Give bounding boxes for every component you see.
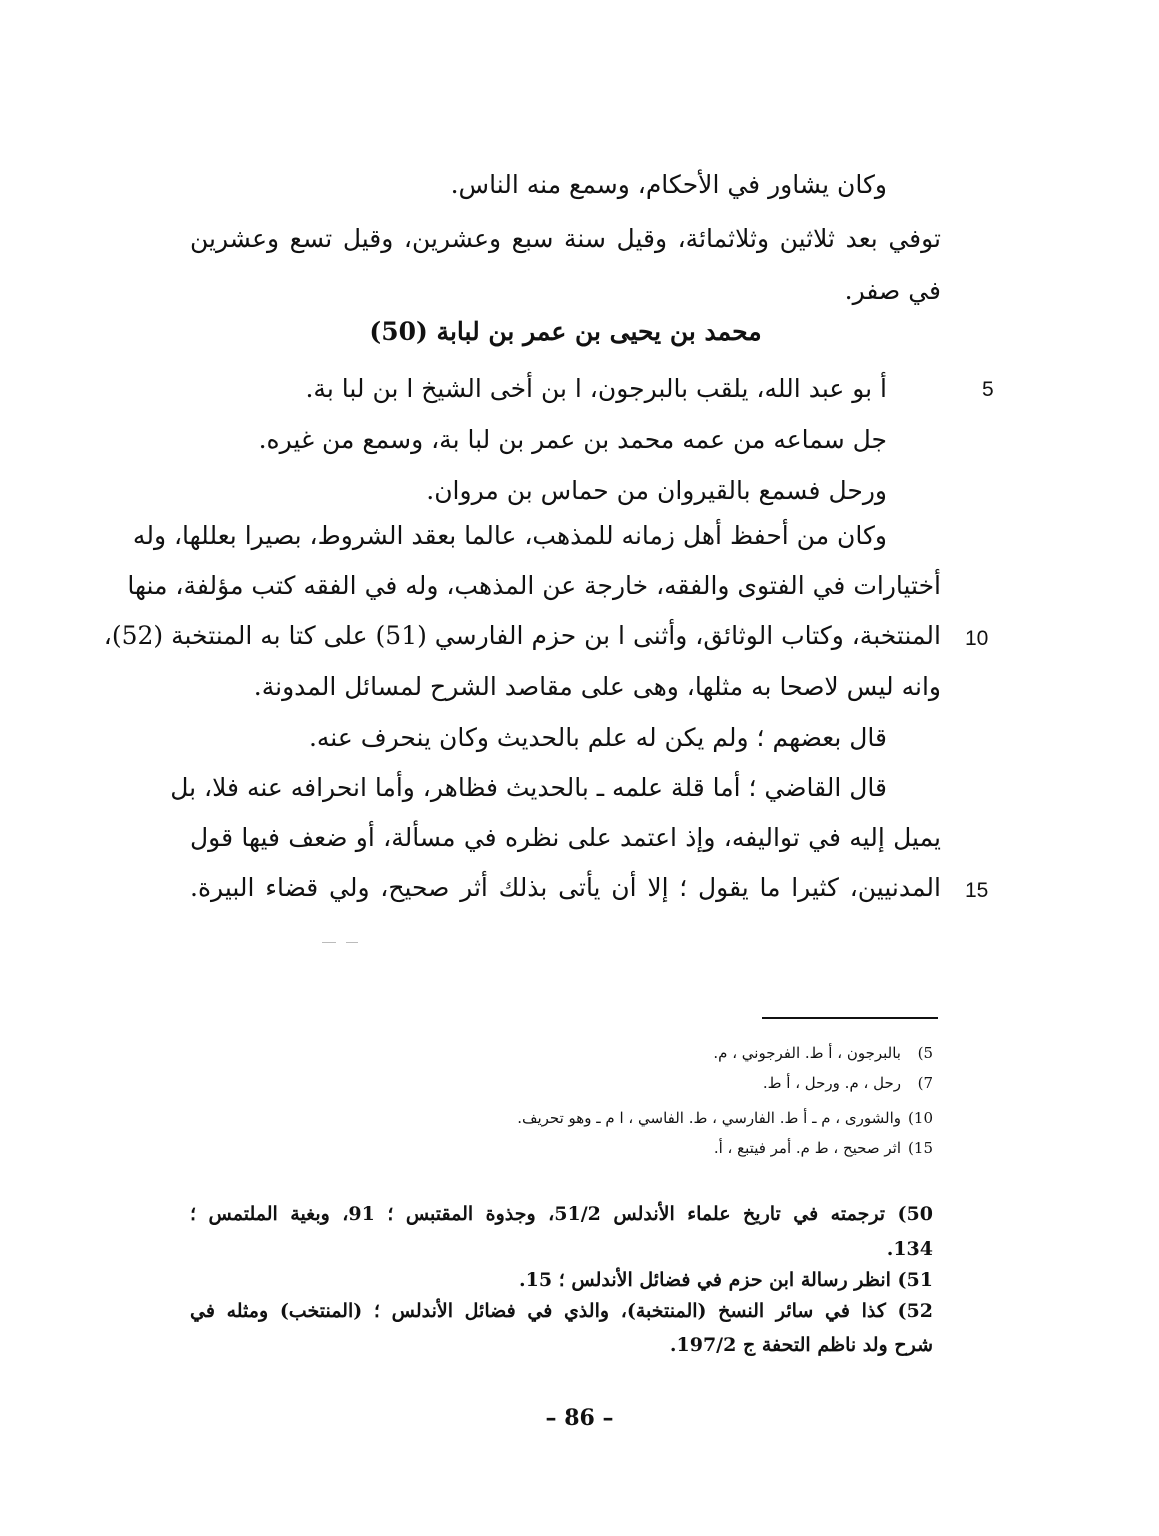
variant-note: [713, 1044, 933, 1062]
footnote-51: 51) انظر رسالة ابن حزم في فضائل الأندلس ؛ 15.: [519, 1269, 933, 1291]
variant-note: [517, 1109, 933, 1127]
body-line-6: ورحل فسمع بالقيروان من حماس بن مروان.: [426, 476, 887, 505]
variant-number: 5): [917, 1044, 933, 1062]
variant-number: 10): [908, 1109, 933, 1127]
footnote-52-cont: شرح ولد ناظم التحفة ج 197/2.: [669, 1334, 933, 1356]
body-line-9: المنتخبة، وكتاب الوثائق، وأثنى ا بن حزم الفارسي (51) على كتا به المنتخبة (52)،: [103, 621, 941, 650]
page-number: – 86 –: [545, 1405, 614, 1431]
variant-text: رحل ، م. ورحل ، أ ط.: [762, 1074, 901, 1092]
scan-mark: [346, 942, 358, 943]
body-line-12: قال القاضي ؛ أما قلة علمه ـ بالحديث فظاهر، وأما انحرافه عنه فلا، بل: [170, 773, 887, 802]
section-heading: محمد بن يحيى بن عمر بن لبابة (50): [369, 317, 762, 346]
footnote-52: 52) كذا في سائر النسخ (المنتخبة)، والذي في فضائل الأندلس ؛ (المنتخب) ومثله في: [190, 1300, 933, 1322]
variant-note: [714, 1139, 933, 1157]
body-line-14: المدنيين، كثيرا ما يقول ؛ إلا أن يأتى بذلك أثر صحيح، ولي قضاء البيرة.: [190, 873, 941, 902]
body-line-1: وكان يشاور في الأحكام، وسمع منه الناس.: [450, 170, 887, 199]
body-line-10: وانه ليس لاصحا به مثلها، وهى على مقاصد الشرح لمسائل المدونة.: [253, 672, 941, 701]
variant-number: 15): [908, 1139, 933, 1157]
footnote-separator: [762, 1017, 938, 1019]
line-number-15: 15: [965, 879, 989, 902]
body-line-5: جل سماعه من عمه محمد بن عمر بن لبا بة، وسمع من غيره.: [258, 425, 887, 454]
variant-note: [763, 1074, 933, 1092]
line-number-10: 10: [965, 627, 989, 650]
variant-text: اثر صحيح ، ط م. أمر فيتبع ، أ.: [713, 1139, 901, 1157]
footnote-50: 50) ترجمته في تاريخ علماء الأندلس 51/2، وجذوة المقتبس ؛ 91، وبغية الملتمس ؛: [190, 1203, 933, 1225]
body-line-8: أختيارات في الفتوى والفقه، خارجة عن المذهب، وله في الفقه كتب مؤلفة، منها: [127, 571, 941, 600]
body-line-7: وكان من أحفظ أهل زمانه للمذهب، عالما بعقد الشروط، بصيرا بعللها، وله: [132, 521, 887, 550]
body-line-2: توفي بعد ثلاثين وثلاثمائة، وقيل سنة سبع وعشرين، وقيل تسع وعشرين: [190, 224, 941, 253]
variant-text: والشورى ، م ـ أ ط. الفارسي ، ط. الفاسي ، ا م ـ وهو تحريف.: [517, 1109, 901, 1127]
body-line-11: قال بعضهم ؛ ولم يكن له علم بالحديث وكان ينحرف عنه.: [308, 723, 887, 752]
body-line-13: يميل إليه في تواليفه، وإذ اعتمد على نظره في مسألة، أو ضعف فيها قول: [190, 823, 941, 852]
variant-number: 7): [917, 1074, 933, 1092]
variant-text: بالبرجون ، أ ط. الفرجوني ، م.: [713, 1044, 901, 1062]
body-line-3: في صفر.: [844, 276, 941, 305]
scan-mark: [322, 942, 336, 943]
body-line-4: أ بو عبد الله، يلقب بالبرجون، ا بن أخى الشيخ ا بن لبا بة.: [305, 374, 887, 403]
footnote-50-cont: 134.: [886, 1238, 933, 1260]
line-number-5: 5: [982, 378, 994, 401]
